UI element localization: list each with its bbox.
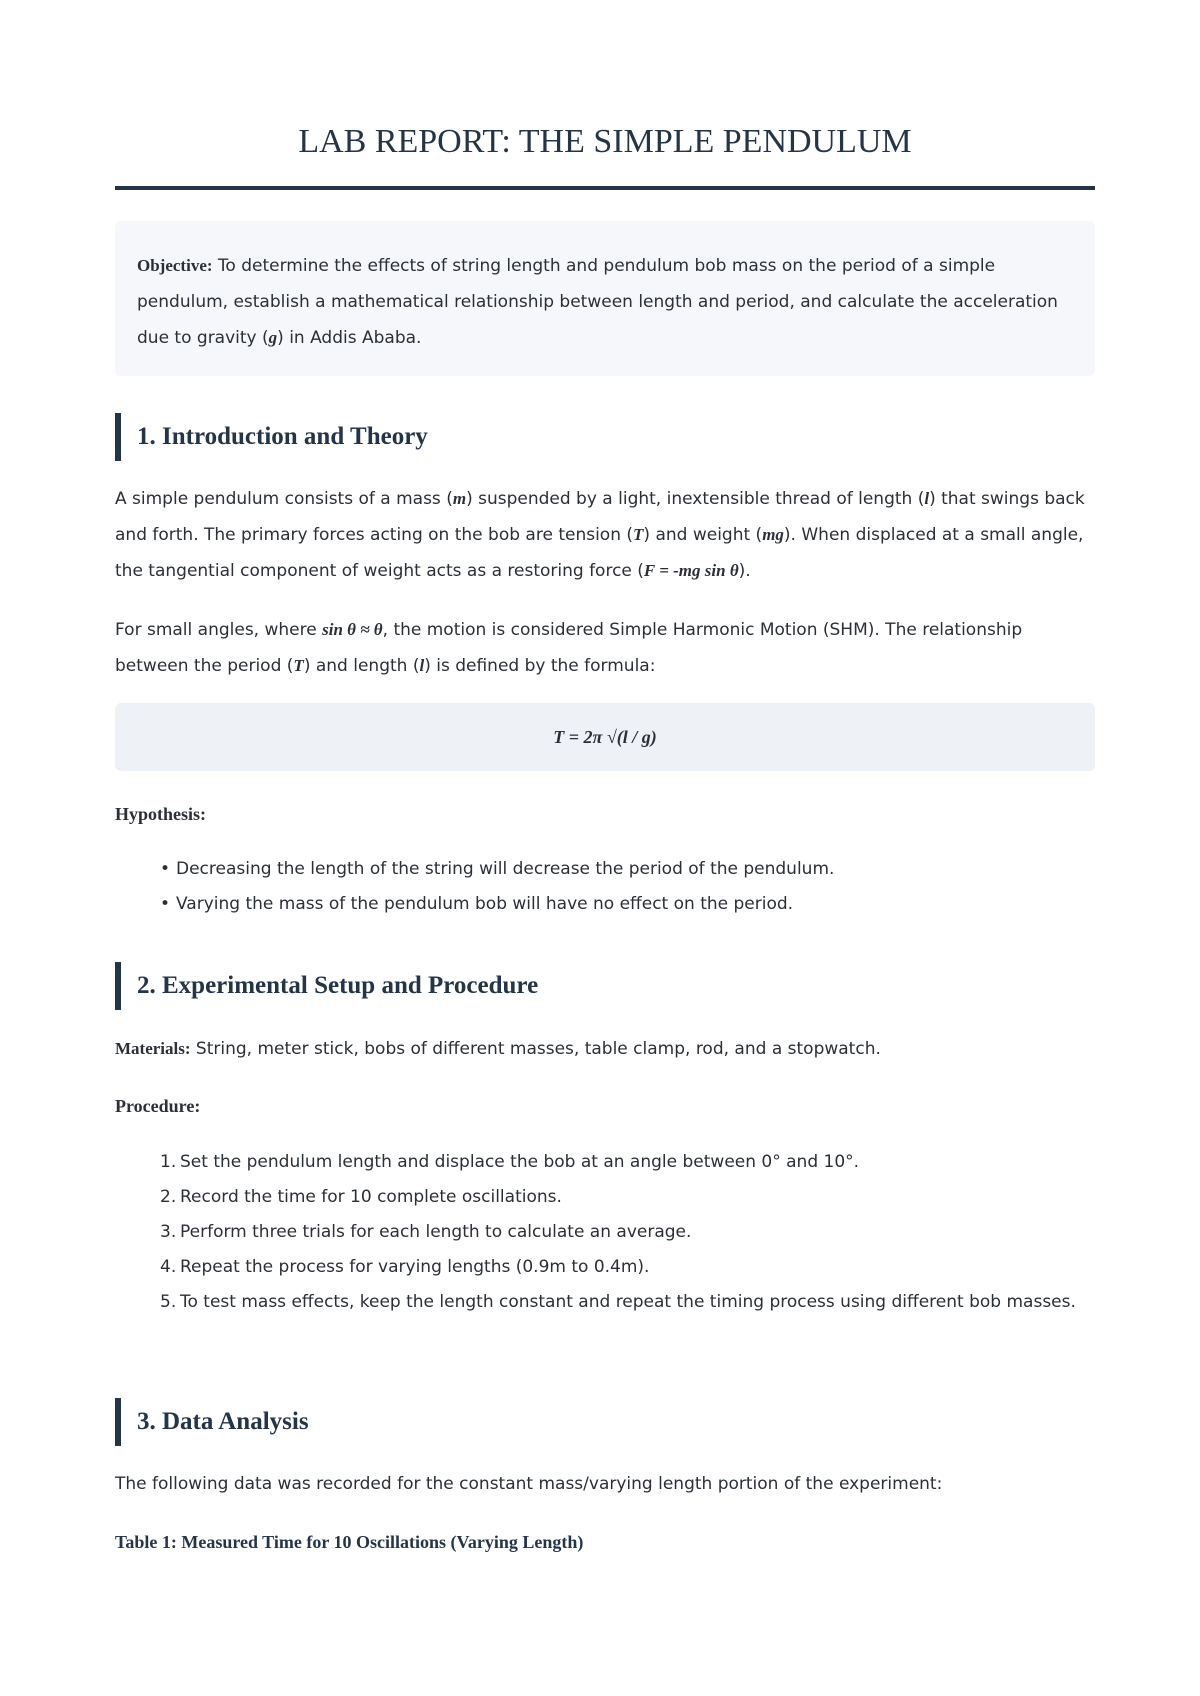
step-text: Set the pendulum length and displace the bob at an angle between 0° and 10°.: [180, 1152, 860, 1172]
text: ) and weight (: [643, 525, 763, 545]
step-text: Repeat the process for varying lengths (0.9m to 0.4m).: [180, 1257, 650, 1277]
list-item: [160, 1285, 1090, 1320]
text: ) is defined by the formula:: [424, 656, 656, 676]
objective-text-2: ) in Addis Ababa.: [277, 328, 422, 348]
step-number: 5.: [160, 1292, 177, 1312]
text: A simple pendulum consists of a mass (: [115, 489, 453, 509]
data-analysis-intro: The following data was recorded for the constant mass/varying length portion of the experiment:: [115, 1474, 943, 1494]
period-formula: T = 2π √(l / g): [115, 703, 1095, 771]
list-item: [160, 1180, 1090, 1215]
small-angle-approximation: sin θ ≈ θ: [322, 620, 383, 639]
materials-label: Materials:: [115, 1039, 191, 1058]
bullet-marker: •: [160, 894, 171, 914]
hypothesis-list: [160, 852, 1090, 922]
text: ) and length (: [303, 656, 420, 676]
section-heading-introduction: 1. Introduction and Theory: [115, 413, 1095, 461]
objective-g-symbol: g: [268, 328, 278, 347]
list-item: [160, 1215, 1090, 1250]
report-title: LAB REPORT: THE SIMPLE PENDULUM: [298, 123, 912, 160]
hypothesis-text: Decreasing the length of the string will decrease the period of the pendulum.: [176, 859, 835, 879]
list-item: [160, 1250, 1090, 1285]
objective-box: [115, 221, 1095, 376]
intro-paragraph-1: [115, 481, 1095, 589]
text: ). When displaced at a small angle, the tangential component of weight acts as a restoring force (: [115, 525, 1084, 581]
text: ) suspended by a light, inextensible thread of length (: [466, 489, 925, 509]
symbol-l: l: [419, 656, 425, 675]
materials-text: String, meter stick, bobs of different masses, table clamp, rod, and a stopwatch.: [190, 1039, 881, 1059]
materials-paragraph: [115, 1031, 1095, 1067]
symbol-T: T: [293, 656, 304, 675]
step-number: 1.: [160, 1152, 177, 1172]
intro-paragraph-2: [115, 612, 1095, 684]
bullet-marker: •: [160, 859, 171, 879]
step-text: To test mass effects, keep the length constant and repeat the timing process using different bob masses.: [180, 1292, 1076, 1312]
text: For small angles, where: [115, 620, 323, 640]
text: ).: [738, 561, 751, 581]
text: ) that swings back and forth. The primary forces acting on the bob are tension (: [115, 489, 1085, 545]
section-heading-procedure: 2. Experimental Setup and Procedure: [115, 962, 1095, 1010]
restoring-force-formula: F = -mg sin θ: [643, 561, 739, 580]
table-caption: Table 1: Measured Time for 10 Oscillations (Varying Length): [115, 1532, 584, 1552]
step-number: 4.: [160, 1257, 177, 1277]
step-text: Record the time for 10 complete oscillations.: [180, 1187, 562, 1207]
symbol-mg: mg: [762, 525, 784, 544]
step-text: Perform three trials for each length to calculate an average.: [180, 1222, 692, 1242]
symbol-m: m: [452, 489, 467, 508]
list-item: [160, 1145, 1090, 1180]
list-item: [160, 852, 1090, 887]
objective-label: Objective:: [137, 256, 213, 275]
symbol-l: l: [924, 489, 930, 508]
step-number: 2.: [160, 1187, 177, 1207]
hypothesis-text: Varying the mass of the pendulum bob will have no effect on the period.: [176, 894, 794, 914]
text: , the motion is considered Simple Harmonic Motion (SHM). The relationship between the period (: [115, 620, 1023, 676]
objective-text-1: To determine the effects of string length and pendulum bob mass on the period of a simple pendulum, establish a mathematical relationship between length and period, and calculate the acceleration due to gravity (: [137, 256, 1058, 348]
procedure-steps: [160, 1145, 1090, 1320]
section-heading-data-analysis: 3. Data Analysis: [115, 1398, 1095, 1446]
procedure-label: Procedure:: [115, 1096, 201, 1116]
hypothesis-label: Hypothesis:: [115, 804, 207, 824]
step-number: 3.: [160, 1222, 177, 1242]
symbol-T: T: [633, 525, 644, 544]
title-divider: [115, 186, 1095, 190]
list-item: [160, 887, 1090, 922]
